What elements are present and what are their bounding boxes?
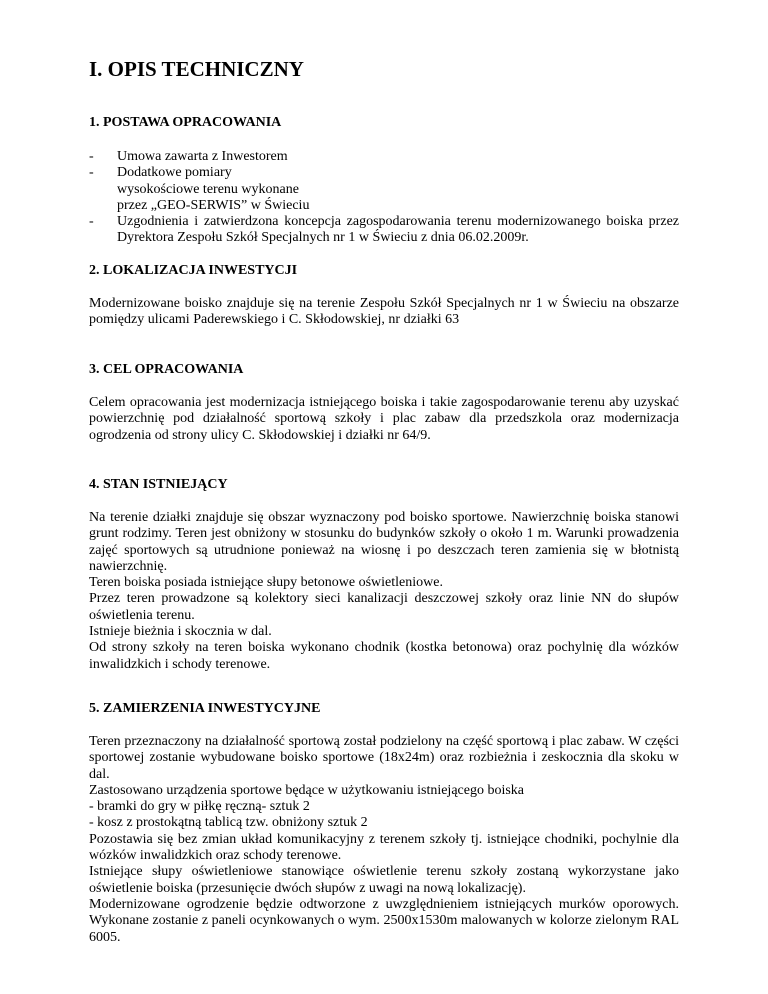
section-4-paragraph: Od strony szkoły na teren boiska wykonano chodnik (kostka betonowa) oraz pochylnię dla wózków inwalidzkich i schody terenowe.	[89, 640, 679, 672]
section-5-paragraph: - bramki do gry w piłkę ręczną- sztuk 2	[89, 799, 310, 815]
section-2-heading: 2. LOKALIZACJA INWESTYCJI	[89, 263, 298, 278]
section-5-paragraph: Pozostawia się bez zmian układ komunikacyjny z terenem szkoły tj. istniejące chodniki, pochylnie dla wózków inwalidzkich oraz schody terenowe.	[89, 831, 679, 864]
section-5-heading: 5. ZAMIERZENIA INWESTYCYJNE	[89, 701, 321, 716]
section-2	[89, 262, 679, 329]
section-4-paragraph: Istnieje bieżnia i skocznia w dal.	[89, 624, 272, 640]
section-4-paragraph: Teren boiska posiada istniejące słupy betonowe oświetleniowe.	[89, 575, 443, 591]
section-5-paragraph: Zastosowano urządzenia sportowe będące w użytkowaniu istniejącego boiska	[89, 782, 525, 798]
section-4-paragraph: Przez teren prowadzone są kolektory sieci kanalizacji deszczowej szkoły oraz linie NN do słupów oświetlenia terenu.	[89, 591, 679, 623]
section-3	[89, 361, 679, 444]
section-4	[89, 476, 679, 673]
document-title: I. OPIS TECHNICZNY	[89, 57, 304, 81]
section-5-paragraph: Modernizowane ogrodzenie będzie odtworzone z uwzględnieniem istniejących murków oporowych. Wykonane zostanie z paneli ocynkowanych o wym. 2500x1530m malowanych w kolorze zielonym RAL 6005.	[89, 896, 679, 945]
list-item: - Uzgodnienia i zatwierdzona koncepcja zagospodarowania terenu modernizowanego boiska przez Dyrektora Zespołu Szkół Specjalnych nr 1 w Świeciu z dnia 06.02.2009r.	[89, 214, 679, 247]
section-1-list	[89, 149, 679, 247]
section-1-heading: 1. POSTAWA OPRACOWANIA	[89, 115, 282, 130]
list-item: - Umowa zawarta z Inwestorem	[89, 149, 679, 165]
section-1	[89, 114, 679, 247]
section-5-paragraph: - kosz z prostokątną tablicą tzw. obniżony sztuk 2	[89, 815, 368, 831]
section-5	[89, 700, 679, 946]
section-4-heading: 4. STAN ISTNIEJĄCY	[89, 477, 228, 492]
section-5-paragraph: Istniejące słupy oświetleniowe stanowiące oświetlenie terenu szkoły zostaną wykorzystane jako oświetlenie boiska (przesunięcie dwóch słupów z uwagi na nową lokalizację).	[89, 864, 679, 896]
list-item: - Dodatkowe pomiary wysokościowe terenu wykonane przez „GEO-SERWIS” w Świeciu	[89, 165, 312, 214]
section-3-heading: 3. CEL OPRACOWANIA	[89, 362, 244, 377]
section-4-paragraph: Na terenie działki znajduje się obszar wyznaczony pod boisko sportowe. Nawierzchnię boiska stanowi grunt rodzimy. Teren jest obniżony w stosunku do budynków szkoły o około 1 m. Warunki prowadzenia zajęć sportowych są utrudnione ponieważ na wiosnę i po deszczach teren zamienia się w błotnistą nawierzchnię.	[89, 510, 679, 574]
section-2-text: Modernizowane boisko znajduje się na terenie Zespołu Szkół Specjalnych nr 1 w Świeciu na obszarze pomiędzy ulicami Paderewskiego i C. Skłodowskiej, nr działki 63	[89, 296, 679, 328]
section-5-paragraph: Teren przeznaczony na działalność sportową został podzielony na część sportową i plac zabaw. W części sportowej zostanie wybudowane boisko sportowe (18x24m) oraz rozbieżnia i zeskocznia dla skoku w dal.	[89, 734, 679, 782]
section-3-text: Celem opracowania jest modernizacja istniejącego boiska i takie zagospodarowanie terenu aby uzyskać powierzchnię pod działalność sportową szkoły i plac zabaw dla przedszkola oraz modernizacja ogrodzenia od strony ulicy C. Skłodowskiej i działki nr 64/9.	[89, 395, 679, 443]
